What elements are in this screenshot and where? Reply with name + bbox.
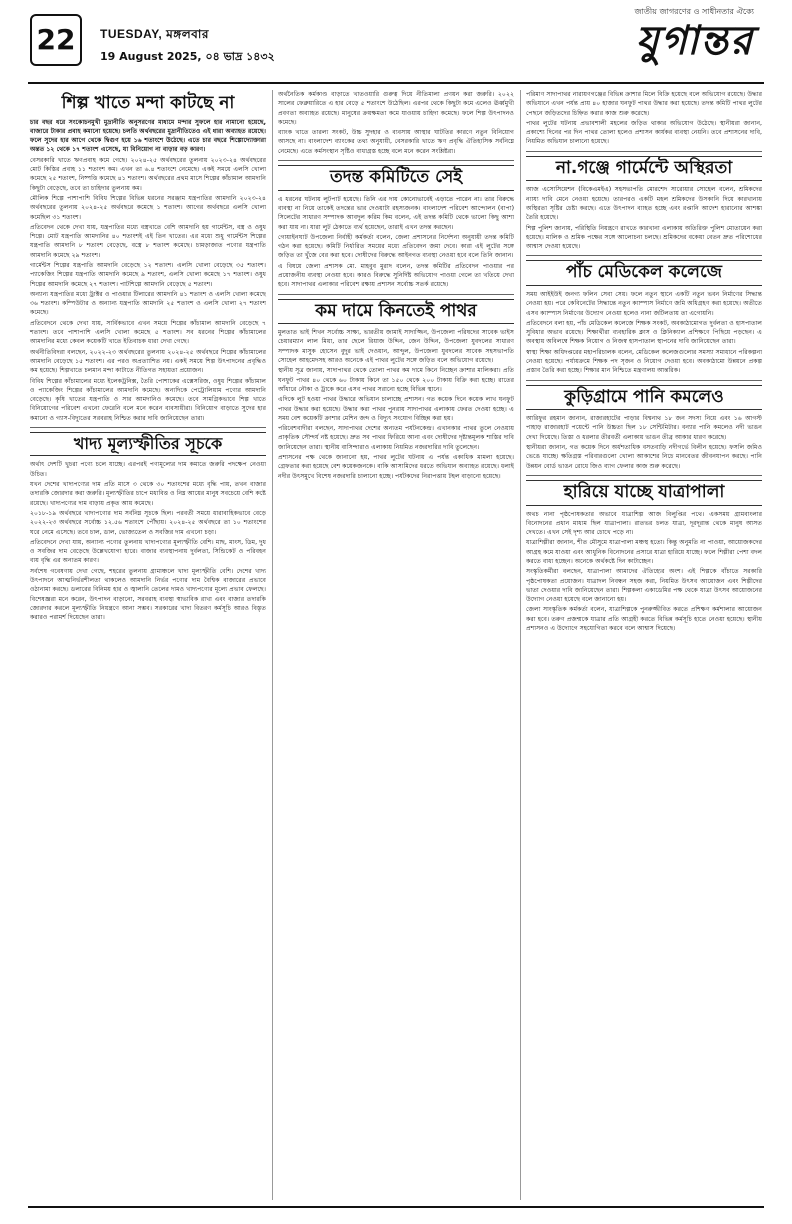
article-paragraph: এ বিষয়ে জেলা প্রশাসক মো. মাহবুব মুরাদ বলেন, তদন্ত কমিটির প্রতিবেদন পাওয়ার পর প্রয়োজনীয় ব্যবস্থা নেওয়া হবে। কারও বিরুদ্ধে সুনির্দিষ্ট অভিযোগ পাওয়া গেলে তা খতিয়ে দেখা হবে। সাদাপাথর এলাকার পরিবেশ রক্ষায় প্রশাসন সর্বোচ্চ সতর্ক রয়েছে।	[278, 262, 514, 289]
column-3	[526, 90, 762, 634]
article-paragraph: ব্যাংক খাতে তারল্য সংকট, উচ্চ সুদহার ও ব্যবসায় আস্থার ঘাটতির কারণে নতুন বিনিয়োগ আসছে না। বাংলাদেশ ব্যাংকের তথ্য অনুযায়ী, বেসরকারি খাতে ঋণ প্রবৃদ্ধি ঐতিহাসিক সর্বনিম্নে নেমেছে। এতে কর্মসংস্থান সৃষ্টিও বাধাগ্রস্ত হচ্ছে বলে মনে করেন সংশ্লিষ্টরা।	[278, 129, 514, 155]
article-paragraph: গোয়াইনঘাট উপজেলা নির্বাহী কর্মকর্তা বলেন, জেলা প্রশাসনের নির্দেশনা অনুযায়ী তদন্ত কমিটি গঠন করা হয়েছে। কমিটি নির্ধারিত সময়ের মধ্যে প্রতিবেদন জমা দেবে। কারা এই লুটের সঙ্গে জড়িত তা খুঁজে বের করা হবে। দোষীদের বিরুদ্ধে আইনগত ব্যবস্থা নেওয়া হবে বলে তিনি জানান।	[278, 233, 514, 260]
article-paragraph: যাত্রাশিল্পীরা জানান, শীত মৌসুমে যাত্রাপালা মঞ্চস্থ হতো। কিন্তু অনুমতি না পাওয়া, আয়োজকদের আগ্রহ কমে যাওয়া এবং আধুনিক বিনোদনের প্রসারে যাত্রা হারিয়ে যাচ্ছে। ফলে শিল্পীরা পেশা বদল করতে বাধ্য হচ্ছেন। অনেকে অর্থকষ্টে দিন কাটাচ্ছেন।	[526, 539, 762, 565]
column-2	[278, 90, 514, 482]
article-paragraph: গার্মেন্টস শিল্পের যন্ত্রপাতি আমদানি বেড়েছে ১২ শতাংশ। এলসি খোলা বেড়েছে ৩৫ শতাংশ। প্যাকেজিং শিল্পের যন্ত্রপাতি আমদানি কমেছে ৯ শতাংশ, এলসি খোলা কমেছে ১৭ শতাংশ। ওষুধ শিল্পের আমদানি কমেছে ২৭ শতাংশ। পাটশিল্পে আমদানি বেড়েছে ৫ শতাংশ।	[30, 262, 266, 288]
column-divider	[272, 90, 273, 1200]
article-paragraph: জেলা সাংস্কৃতিক কর্মকর্তা বলেন, যাত্রাশিল্পকে পুনরুজ্জীবিত করতে প্রশিক্ষণ কর্মশালার আয়োজন করা হবে। তরুণ প্রজন্মকে যাত্রার প্রতি আগ্রহী করতে বিভিন্ন কর্মসূচি হাতে নেওয়া হয়েছে। স্থানীয় প্রশাসনও এ উদ্যোগে সহযোগিতা করবে বলে আশ্বাস দিয়েছে।	[526, 606, 762, 633]
headline-industry: শিল্প খাতে মন্দা কাটছে না	[61, 93, 235, 113]
article-paragraph: প্রতিবেদন থেকে দেখা যায়, যন্ত্রপাতির মধ্যে বস্ত্রখাতে বেশি আমদানি হয় গার্মেন্টস, বস্ত্র ও ওষুধ শিল্পে। মোট যন্ত্রপাতি আমদানির ৪০ শতাংশই এই তিন খাতের। এর মধ্যে শুধু গার্মেন্টস শিল্পের যন্ত্রপাতি আমদানি ৮ শতাংশ বেড়েছে, বস্ত্রে ৮ শতাংশ কমেছে। চামড়াজাত পণ্যের যন্ত্রপাতি আমদানি কমেছে ২৯ শতাংশ।	[30, 223, 266, 259]
article-paragraph: সংস্কৃতিকর্মীরা বলছেন, যাত্রাপালা আমাদের ঐতিহ্যের অংশ। এই শিল্পকে বাঁচাতে সরকারি পৃষ্ঠপোষকতা প্রয়োজন। যাত্রাদল নিবন্ধন সহজ করা, নিয়মিত উৎসব আয়োজন এবং শিল্পীদের ভাতা দেওয়ার দাবি জানিয়েছেন তারা। শিল্পকলা একাডেমির পক্ষ থেকে যাত্রা উৎসব আয়োজনের উদ্যোগ নেওয়া হয়েছে বলে জানানো হয়।	[526, 568, 762, 604]
article-paragraph: এদিকে লুট হওয়া পাথর উদ্ধারে অভিযান চালাচ্ছে প্রশাসন। গত কয়েক দিনে কয়েক লাখ ঘনফুট পাথর উদ্ধার করা হয়েছে। উদ্ধার করা পাথর পুনরায় সাদাপাথর এলাকায় ফেরত দেওয়া হচ্ছে। এ সময় বেশ কয়েকটি ক্রাশার মেশিন জব্দ ও বিদ্যুৎ সংযোগ বিচ্ছিন্ন করা হয়।	[278, 396, 514, 422]
article-separator	[526, 380, 762, 381]
article-paragraph: ২০১৮-১৯ অর্থবছরে খাদ্যপণ্যের দাম সর্বনিম্ন সূচকে ছিল। পরবর্তী সময়ে ধারাবাহিকভাবে বেড়ে ২০২২-২৩ অর্থবছরে সর্বোচ্চ ১২.৫৬ শতাংশে পৌঁছায়। ২০২৪-২৫ অর্থবছরে তা ১০ শতাংশের ঘরে নেমে এসেছে। তবে চাল, ডাল, ভোজ্যতেল ও সবজির দাম এখনো চড়া।	[30, 509, 266, 536]
article-paragraph: চার বছর ধরে সংকোচনমুখী মুদ্রানীতি অনুসরণের মাধ্যমে মন্দার সুফলে হার নামানো হয়েছে, বাজারে টাকার প্রবাহ কমানো হয়েছে। চলতি অর্থবছরের মুদ্রানীতিতেও এই ধারা অব্যাহত রয়েছে। ফলে সুদের হার আগে থেকে দ্বিগুণ হয়ে ১৬ শতাংশে উঠেছে। এতে চার বছরে শিল্পোদ্যোক্তারা অন্তত ১২ থেকে ১৭ শতাংশ এসেছে, যা বিনিয়োগ না বাড়ার বড় কারণ।	[30, 118, 266, 154]
article-paragraph: বিবিধ শিল্পের কাঁচামালের মধ্যে ইলেকট্রনিক্স, তৈরি পোশাকের এক্সেসরিজ, ওষুধ শিল্পের কাঁচামাল ও প্যাকেজিং শিল্পের কাঁচামালের আমদানি কমেছে। অন্যদিকে পেট্রোলিয়াম পণ্যের আমদানি বেড়েছে। কৃষি খাতের যন্ত্রপাতি ও সার আমদানিও কমেছে। তবে সামগ্রিকভাবে শিল্প খাতে বিনিয়োগের পরিবেশ এখনো ফেরেনি বলে মনে করেন ব্যবসায়ীরা। বিনিয়োগ বাড়াতে সুদের হার কমানো ও গ্যাস-বিদ্যুতের সরবরাহ নিশ্চিত করার দাবি জানিয়েছেন তারা।	[30, 377, 266, 422]
headline-jatra: হারিয়ে যাচ্ছে যাত্রাপালা	[526, 480, 762, 506]
article-paragraph: যখন দেশের খাদ্যপণ্যের দাম প্রতি মাসে ৩ থেকে ৩০ শতাংশের মধ্যে বৃদ্ধি পায়, তখন বাজার তদারকি জোরদার করা জরুরি। মূল্যস্ফীতির চাপে মধ্যবিত্ত ও নিম্ন আয়ের মানুষ সবচেয়ে বেশি কষ্টে রয়েছে। খাদ্যপণ্যের দাম বাড়ায় প্রকৃত আয় কমেছে।	[30, 481, 266, 507]
headline-medical-colleges: পাঁচ মেডিকেল কলেজে	[526, 260, 762, 286]
article-paragraph: সর্বশেষ গবেষণায় দেখা গেছে, শহরের তুলনায় গ্রামাঞ্চলে খাদ্য মূল্যস্ফীতি বেশি। দেশের খাদ্য উৎপাদনে আত্মনির্ভরশীলতা থাকলেও আমদানি নির্ভর পণ্যের দাম বৈশ্বিক বাজারের প্রভাবে ওঠানামা করছে। ডলারের বিনিময় হার ও জ্বালানি তেলের দামও খাদ্যপণ্যের মূল্যে প্রভাব ফেলছে। বিশেষজ্ঞরা মনে করেন, উৎপাদন বাড়ানো, সরবরাহ ব্যবস্থা স্বাভাবিক রাখা এবং বাজার তদারকি জোরদার করলে মূল্যস্ফীতি নিয়ন্ত্রণে আনা সম্ভব। সরকারের খাদ্য বিতরণ কর্মসূচি আরও বিস্তৃত করারও পরামর্শ দিয়েছেন তারা।	[30, 567, 266, 622]
article-paragraph: স্থানীয় সূত্র জানায়, সাদাপাথর থেকে তোলা পাথর কম দামে কিনে নিচ্ছেন ক্রাশার মালিকরা। প্রতি ঘনফুট পাথর ৪০ থেকে ৬০ টাকায় কিনে তা ১৫০ থেকে ২০০ টাকায় বিক্রি করা হচ্ছে। রাতের আঁধারে নৌকা ও ট্রাকে করে এসব পাথর সরানো হচ্ছে বিভিন্ন স্থানে।	[278, 367, 514, 393]
article-paragraph: আরিফুর রহমান জানান, রাজারহাটের পাড়ার বিশ্বনাথ ১৮ জন সদস্য নিয়ে এবং ১৬ আগস্ট পাহাড় রাজারহাট পয়েন্টে পানি উচ্চতা ছিল ১৮ সেন্টিমিটার। বন্যার পানি কমলেও নদী ভাঙন দেখা দিয়েছে। তিস্তা ও ধরলার তীরবর্তী এলাকায় ভাঙন তীব্র আকার ধারণ করেছে।	[526, 415, 762, 441]
article-separator	[526, 475, 762, 476]
article-paragraph: আজ এসোসিয়েশন (বিকেএমইএ) সহসভাপতি মোরশেদ সারোয়ার সোহেল বলেন, শ্রমিকদের ন্যায্য দাবি মেনে নেওয়া হয়েছে। তারপরও একটি মহল শ্রমিকদের উসকানি দিয়ে কারখানায় অস্থিরতা সৃষ্টির চেষ্টা করছে। এতে উৎপাদন ব্যাহত হচ্ছে এবং রপ্তানি আদেশ হারানোর আশঙ্কা তৈরি হয়েছে।	[526, 186, 762, 222]
masthead-logo: যুগান্তর	[635, 18, 754, 64]
article-paragraph: শিল্প পুলিশ জানায়, পরিস্থিতি নিয়ন্ত্রণে রাখতে কারখানা এলাকায় অতিরিক্ত পুলিশ মোতায়েন করা হয়েছে। মালিক ও শ্রমিক পক্ষের সঙ্গে আলোচনা চলছে। শ্রমিকদের বকেয়া বেতন দ্রুত পরিশোধের আশ্বাস দেওয়া হয়েছে।	[526, 224, 762, 251]
headline-food-inflation: খাদ্য মূল্যস্ফীতির সূচকে	[30, 432, 266, 456]
article-paragraph: এ ধরনের ঘটনায় লুটপাট হয়েছে। তিনি এর দায় কোনোভাবেই এড়াতে পারেন না। তার বিরুদ্ধে ব্যবস্থা না নিয়ে তাকেই তদন্তের ভার দেওয়াটা রহস্যজনক। বাংলাদেশ পরিবেশ আন্দোলন (বাপা) সিলেটের সাধারণ সম্পাদক আবদুল করিম কিম বলেন, এই তদন্ত কমিটি থেকে ভালো কিছু আশা করা যায় না। যারা লুট ঠেকাতে ব্যর্থ হয়েছেন, তারাই এখন তদন্ত করছেন।	[278, 195, 514, 231]
article-separator	[278, 294, 514, 295]
article-separator	[526, 151, 762, 152]
article-separator	[526, 255, 762, 256]
article-paragraph: প্রতিবেদনে বলা হয়, পাঁচ মেডিকেল কলেজে শিক্ষক সংকট, অবকাঠামোগত দুর্বলতা ও হাসপাতাল সুবিধার অভাব রয়েছে। শিক্ষার্থীরা ব্যবহারিক ক্লাস ও ক্লিনিক্যাল প্রশিক্ষণে পিছিয়ে পড়ছেন। এ অবস্থায় অবিলম্বে শিক্ষক নিয়োগ ও নিজস্ব হাসপাতাল স্থাপনের দাবি জানিয়েছেন তারা।	[526, 319, 762, 346]
footer-rule	[28, 1206, 764, 1208]
column-divider	[520, 90, 521, 1200]
article-paragraph: অর্থনীতিবিদরা বলছেন, ২০২২-২৩ অর্থবছরের তুলনায় ২০২৪-২৫ অর্থবছরে শিল্পের কাঁচামালের আমদানি বেড়েছে ১৫ শতাংশ। এর পরও অপ্রত্যাশিত নয়। একই সময়ে শিল্প উৎপাদনের প্রবৃদ্ধিও কম হয়েছে। শিল্পখাতে চলমান মন্দা কাটাতে নীতিগত সহায়তা প্রয়োজন।	[30, 348, 266, 375]
weekday-en: TUESDAY,	[100, 27, 163, 41]
page-number: 22	[30, 14, 82, 66]
article-paragraph: বেসরকারি খাতে ঋণপ্রবাহ কমে গেছে। ২০২৪-২৫ অর্থবছরের তুলনায় ২০২৩-২৪ অর্থবছরের মোট কিস্তির প্রবাহ ১১ শতাংশ কম। এখন তা ৬.৪ শতাংশে নেমেছে। একই সময়ে এলসি খোলা কমেছে ২৫ শতাংশ, নিষ্পত্তি কমেছে ৪১ শতাংশ। অর্থবছরের প্রথম মাসে শিল্পের কাঁচামাল আমদানি কিছুটা বেড়েছে, তবে তা চাহিদার তুলনায় কম।	[30, 156, 266, 192]
article-paragraph: অথচ নানা পৃষ্ঠপোষকতার অভাবে যাত্রাশিল্প আজ বিলুপ্তির পথে। একসময় গ্রামবাংলার বিনোদনের প্রধান মাধ্যম ছিল যাত্রাপালা। রাতভর চলত যাত্রা, দূরদূরান্ত থেকে মানুষ আসত দেখতে। এখন সেই দৃশ্য আর চোখে পড়ে না।	[526, 510, 762, 537]
page-header	[0, 0, 792, 80]
headline-stone-buying: কম দামে কিনতেই পাথর	[278, 299, 514, 325]
article-paragraph: মুলতাত ভাই শিখন সর্বোচ্চ সাক্ষ্য, ভারতীয় জামাই সাদাজ্জিন, উপজেলা পরিষদের সাবেক ভাইস চেয়ারম্যান লাল মিয়া, তার ছেলে রিয়াজ উদ্দিন, জেন উদ্দিন, উপজেলা যুবদলের সাধারণ সম্পাদক মাসুক হোসেন বুদুর ভাই দেওয়ান, আব্দুল, উপজেলা যুবদলের সাবেক সহসভাপতি সোহেল আহমেদসহ আরও অনেকে এই পাথর লুটের সঙ্গে জড়িত বলে অভিযোগ রয়েছে।	[278, 329, 514, 365]
article-paragraph: পরিবেশবাদীরা বলছেন, সাদাপাথর দেশের অন্যতম পর্যটনকেন্দ্র। এখানকার পাথর তুলে নেওয়ায় প্রাকৃতিক সৌন্দর্য নষ্ট হয়েছে। দ্রুত সব পাথর ফিরিয়ে আনা এবং দোষীদের দৃষ্টান্তমূলক শাস্তির দাবি জানিয়েছেন তারা। স্থানীয় বাসিন্দারাও এলাকায় নিয়মিত নজরদারির দাবি তুলেছেন।	[278, 425, 514, 451]
article-paragraph: প্রশাসনের পক্ষ থেকে জানানো হয়, পাথর লুটের ঘটনায় এ পর্যন্ত একাধিক মামলা হয়েছে। গ্রেফতার করা হয়েছে বেশ কয়েকজনকে। বাকি আসামিদের ধরতে অভিযান অব্যাহত রয়েছে। ধলাই নদীর উৎসমুখে বিশেষ নজরদারি চালানো হচ্ছে। পর্যটকদের নিরাপত্তায় টহল বাড়ানো হয়েছে।	[278, 454, 514, 480]
article-paragraph: পরিমাণ সাদাপাথর নারায়ণগঞ্জের বিভিন্ন ক্রাশার মিলে বিক্রি হয়েছে বলে অভিযোগ রয়েছে। উদ্ধার অভিযানে এখন পর্যন্ত প্রায় ৪০ হাজার ঘনফুট পাথর উদ্ধার করা হয়েছে। তদন্ত কমিটি পাথর লুটের পেছনে জড়িতদের চিহ্নিত করার কাজ শুরু করেছে।	[526, 91, 762, 117]
masthead-tagline: জাতীয় জাগরণের ও সাধীনতার ঐক্যে	[634, 7, 754, 16]
headline-garment-unrest: না.গঞ্জে গার্মেন্টে অস্থিরতা	[526, 156, 762, 182]
column-1	[30, 90, 266, 623]
article-paragraph: অর্থনৈতিক কর্মকাণ্ড বাড়াতে খাতওয়ারি গুরুত্ব দিয়ে নীতিমালা প্রণয়ন করা জরুরি। ২০২২ সালের ফেব্রুয়ারিতে এ হার বেড়ে ৫ শতাংশে উঠেছিল। এরপর থেকে কিছুটা কমে এলেও ঊর্ধ্বমুখী প্রবণতা অব্যাহত রয়েছে। মানুষের ক্রয়ক্ষমতা কমে যাওয়ায় চাহিদা কমেছে। ফলে শিল্প উৎপাদনও কমেছে।	[278, 91, 514, 126]
masthead	[524, 6, 754, 66]
article-separator	[278, 160, 514, 161]
weekday-bn: মঙ্গলবার	[166, 27, 209, 41]
date-line: 19 August 2025, ০৪ ভাদ্র ১৪৩২	[100, 50, 275, 63]
article-paragraph: স্বাস্থ্য শিক্ষা অধিদপ্তরের মহাপরিচালক বলেন, মেডিকেল কলেজগুলোর সমস্যা সমাধানে পরিকল্পনা নেওয়া হয়েছে। পর্যায়ক্রমে শিক্ষক পদ সৃজন ও নিয়োগ দেওয়া হবে। অবকাঠামো উন্নয়নে প্রকল্প প্রস্তাব তৈরি করা হচ্ছে। শিক্ষার মান নিশ্চিতে মন্ত্রণালয় আন্তরিক।	[526, 348, 762, 375]
headline-kurigram-flood: কুড়িগ্রামে পানি কমলেও	[526, 385, 762, 411]
article-paragraph: পাথর লুটের ঘটনায় প্রভাবশালী মহলের জড়িত থাকার অভিযোগ উঠেছে। স্থানীয়রা জানান, প্রকাশ্যে দিনের পর দিন পাথর তোলা হলেও প্রশাসন কার্যকর ব্যবস্থা নেয়নি। তবে প্রশাসনের দাবি, নিয়মিত অভিযান চালানো হয়েছে।	[526, 119, 762, 146]
article-paragraph: অন্যান্য যন্ত্রপাতির মধ্যে ট্রাক্টর ও পাওয়ার টিলারের আমদানি ৪১ শতাংশ ও এলসি খোলা কমেছে ৩৬ শতাংশ। কম্পিউটার ও অন্যান্য যন্ত্রপাতি আমদানি ২৫ শতাংশ ও এলসি খোলা ২৭ শতাংশ কমেছে।	[30, 290, 266, 317]
article-paragraph: প্রতিবেদনে দেখা যায়, অন্যান্য পণ্যের তুলনায় খাদ্যপণ্যের মূল্যস্ফীতি বেশি। মাছ, মাংস, ডিম, দুধ ও সবজির দাম বেড়েছে উল্লেখযোগ্য হারে। বাজার ব্যবস্থাপনায় দুর্বলতা, সিন্ডিকেট ও পরিবহন ব্যয় বৃদ্ধি এর অন্যতম কারণ।	[30, 538, 266, 565]
article-paragraph: স্থানীয়রা জানান, গত কয়েক দিনে অর্ধশতাধিক বসতবাড়ি নদীগর্ভে বিলীন হয়েছে। ফসলি জমিও ভেঙে যাচ্ছে। ক্ষতিগ্রস্ত পরিবারগুলো খোলা আকাশের নিচে মানবেতর জীবনযাপন করছে। পানি উন্নয়ন বোর্ড ভাঙন রোধে জিও ব্যাগ ফেলার কাজ শুরু করেছে।	[526, 444, 762, 470]
article-paragraph: সময় আইইউই জনগ্য ফলিন সেবা সেয়। ফলে নতুন স্থানে একটি নতুন ভবন নির্মাণের সিদ্ধান্ত নেওয়া হয়। পরে কেবিনেটের সিদ্ধান্তে নতুন ক্যাম্পাস নির্মাণে জমি অধিগ্রহণ করা হয়েছে। অতীতে এসব ক্যাম্পাস নির্মাণের উদ্যোগ নেওয়া হলেও নানা জটিলতায় তা এগোয়নি।	[526, 290, 762, 317]
article-paragraph: মৌলিক শিল্পে পাশাপাশি বিবিধ শিল্পের বিভিন্ন ধরনের সরঞ্জাম যন্ত্রপাতির আমদানি ২০২৩-২৪ অর্থবছরের তুলনায় ২০২৪-২৫ অর্থবছরে কমেছে ১ শতাংশ। আগের অর্থবছরে এলসি খোলা কমেছিল ৩১ শতাংশ।	[30, 194, 266, 221]
article-paragraph: অর্থাৎ দেশটি খুচরা পণ্যে চলে যাচ্ছে। এরপরই পণ্যমূল্যের দাম কমাতে জরুরি পদক্ষেপ নেওয়া উচিত।	[30, 461, 266, 478]
weekday-line	[100, 26, 209, 46]
article-separator	[30, 427, 266, 428]
header-rule	[28, 82, 764, 84]
headline-probe-committee: তদন্ত কমিটিতে সেই	[278, 165, 514, 191]
article-paragraph: প্রতিবেদনে থেকে দেখা যায়, সার্বিকভাবে এখন সময়ে শিল্পের কাঁচামাল আমদানি বেড়েছে ৭ শতাংশ। তবে পাশাপাশি এলসি খোলা কমেছে ৫ শতাংশ। সব ধরনের শিল্পের কাঁচামালের আমদানির মধ্যে কেবল কয়েকটি খাতে ইতিবাচক ধারা দেখা গেছে।	[30, 319, 266, 346]
